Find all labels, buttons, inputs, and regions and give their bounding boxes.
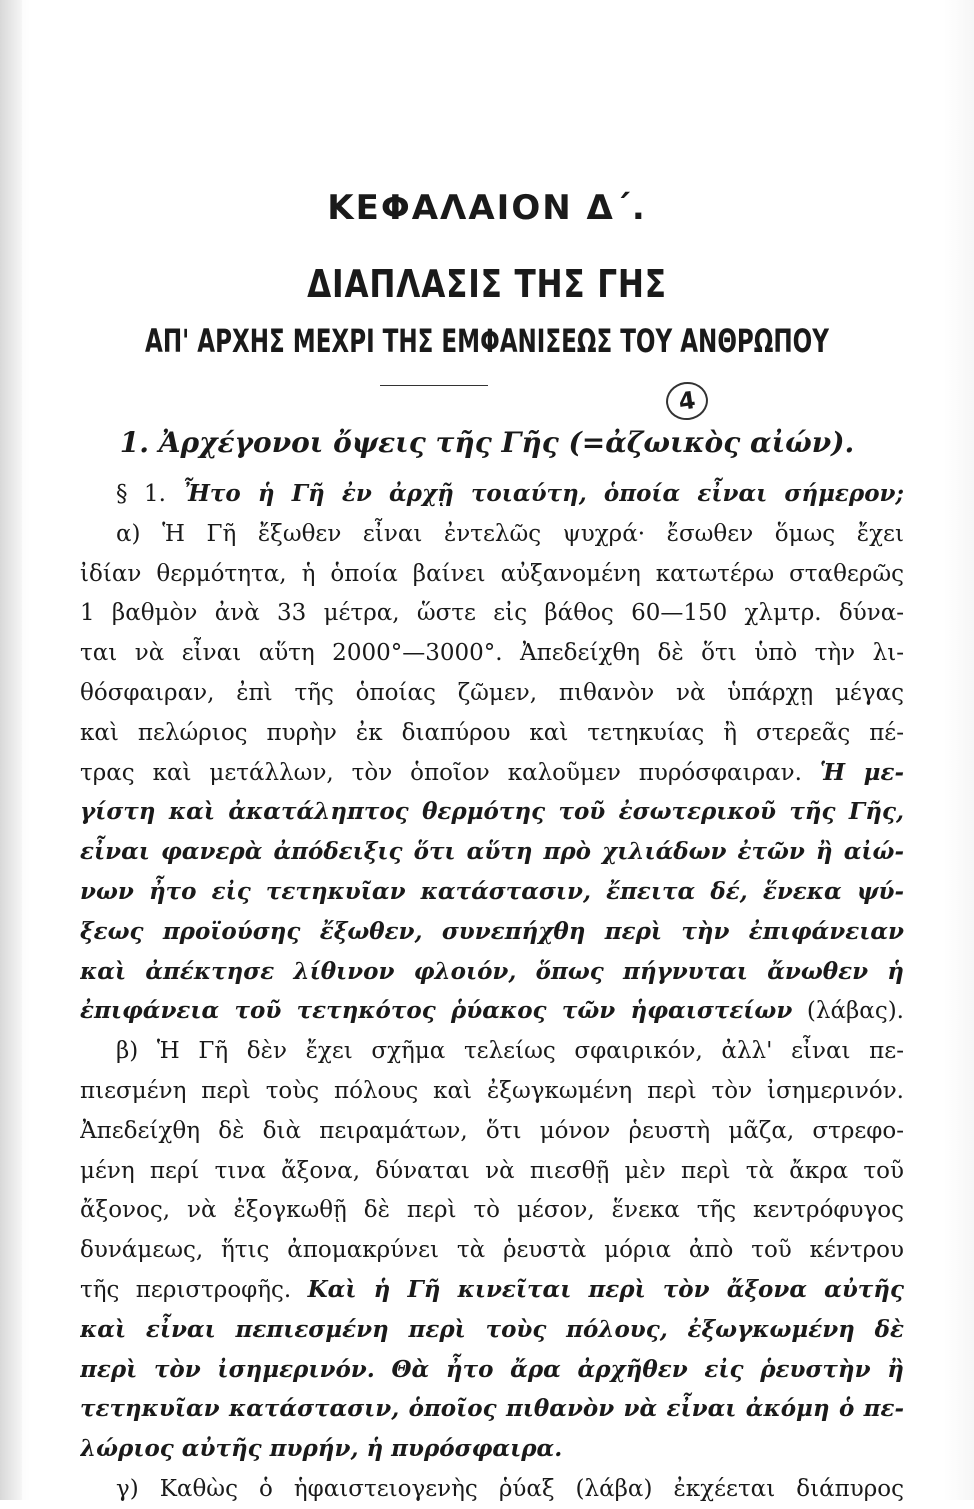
text-line: καὶ ἀπέκτησε λίθινον φλοιόν, ὅπως πήγνυται ἄνωθεν ἡ: [80, 957, 904, 985]
text-line: 1 βαθμὸν ἀνὰ 33 μέτρα, ὥστε εἰς βάθος 60—150 χλμτρ. δύνα-: [80, 600, 904, 627]
text-line: λώριος αὐτῆς πυρήν, ἡ πυρόσφαιρα.: [80, 1435, 563, 1463]
text-line: ἰδίαν θερμότητα, ἡ ὁποία βαίνει αὐξανομένη κατωτέρω σταθερῶς: [80, 560, 904, 587]
text-line: ται νὰ εἶναι αὕτη 2000°—3000°. Ἀπεδείχθη δὲ ὅτι ὑπὸ τὴν λι-: [80, 640, 904, 667]
text-line: γίστη καὶ ἀκατάληπτος θερμότης τοῦ ἐσωτερικοῦ τῆς Γῆς,: [80, 798, 904, 826]
text-line: ἄξονος, νὰ ἐξογκωθῇ δὲ περὶ τὸ μέσον, ἕνεκα τῆς κεντρόφυγος: [80, 1197, 904, 1224]
text-line: § 1. Ἦτο ἡ Γῆ ἐν ἀρχῇ τοιαύτη, ὁποία εἶναι σήμερον;: [116, 480, 904, 507]
text-line: περὶ τὸν ἰσημερινόν. Θὰ ἦτο ἄρα ἀρχῆθεν εἰς ῥευστὴν ἢ: [80, 1355, 904, 1383]
text-line: καὶ εἶναι πεπιεσμένη περὶ τοὺς πόλους, ἐξωγκωμένη δὲ: [80, 1315, 904, 1343]
chapter-title-line-2: ΑΠ' ΑΡΧΗΣ ΜΕΧΡΙ ΤΗΣ ΕΜΦΑΝΙΣΕΩΣ ΤΟΥ ΑΝΘΡΩΠΟΥ: [145, 322, 829, 360]
text-line: καὶ πελώριος πυρὴν ἐκ διαπύρου καὶ τετηκυίας ἢ στερεᾶς πέ-: [80, 719, 904, 746]
text-line: τετηκυῖαν κατάστασιν, ὁποῖος πιθανὸν νὰ εἶναι ἀκόμη ὁ πε-: [80, 1395, 904, 1423]
text-line: ἐπιφάνεια τοῦ τετηκότος ῥύακος τῶν ἡφαιστείων (λάβας).: [80, 997, 904, 1025]
text-line: τῆς περιστροφῆς. Καὶ ἡ Γῆ κινεῖται περὶ τὸν ἄξονα αὐτῆς: [80, 1275, 904, 1303]
text-line: νων ἦτο εἰς τετηκυῖαν κατάστασιν, ἔπειτα δέ, ἕνεκα ψύ-: [80, 877, 904, 905]
text-line: Ἀπεδείχθη δὲ διὰ πειραμάτων, ὅτι μόνον ῥευστὴ μᾶζα, στρεφο-: [80, 1117, 904, 1144]
chapter-label: ΚΕΦΑΛΑΙΟΝ Δ΄.: [327, 188, 647, 228]
text-line: ξεως προϊούσης ἔξωθεν, συνεπήχθη περὶ τὴν ἐπιφάνειαν: [80, 917, 904, 945]
text-line: θόσφαιραν, ἐπὶ τῆς ὁποίας ζῶμεν, πιθανὸν νὰ ὑπάρχῃ μέγας: [80, 679, 904, 706]
body-text: [80, 474, 904, 1509]
text-line: μένη περί τινα ἄξονα, δύναται νὰ πιεσθῇ μὲν περὶ τὰ ἄκρα τοῦ: [80, 1157, 904, 1184]
text-line: β) Ἡ Γῆ δὲν ἔχει σχῆμα τελείως σφαιρικόν, ἀλλ' εἶναι πε-: [116, 1038, 904, 1065]
text-line: πιεσμένη περὶ τοὺς πόλους καὶ ἐξωγκωμένη περὶ τὸν ἰσημερινόν.: [80, 1077, 904, 1104]
text-line: δυνάμεως, ἥτις ἀπομακρύνει τὰ ῥευστὰ μόρια ἀπὸ τοῦ κέντρου: [80, 1237, 904, 1264]
chapter-title-line-1: ΔΙΑΠΛΑΣΙΣ ΤΗΣ ΓΗΣ: [307, 262, 667, 306]
text-line: γ) Καθὼς ὁ ἡφαιστειογενὴς ῥύαξ (λάβα) ἐκχέεται διάπυρος: [116, 1475, 904, 1502]
section-heading: 1. Ἀρχέγονοι ὄψεις τῆς Γῆς (=ἀζωικὸς αἰών).: [119, 426, 855, 459]
title-divider: [380, 385, 488, 386]
text-line: τρας καὶ μετάλλων, τὸν ὁποῖον καλοῦμεν πυρόσφαιραν. Ἡ με-: [80, 758, 904, 786]
page-number-stamp: 4: [664, 379, 711, 422]
text-line: εἶναι φανερὰ ἀπόδειξις ὅτι αὕτη πρὸ χιλιάδων ἐτῶν ἢ αἰώ-: [80, 838, 904, 866]
text-line: α) Ἡ Γῆ ἔξωθεν εἶναι ἐντελῶς ψυχρά· ἔσωθεν ὅμως ἔχει: [116, 520, 904, 547]
